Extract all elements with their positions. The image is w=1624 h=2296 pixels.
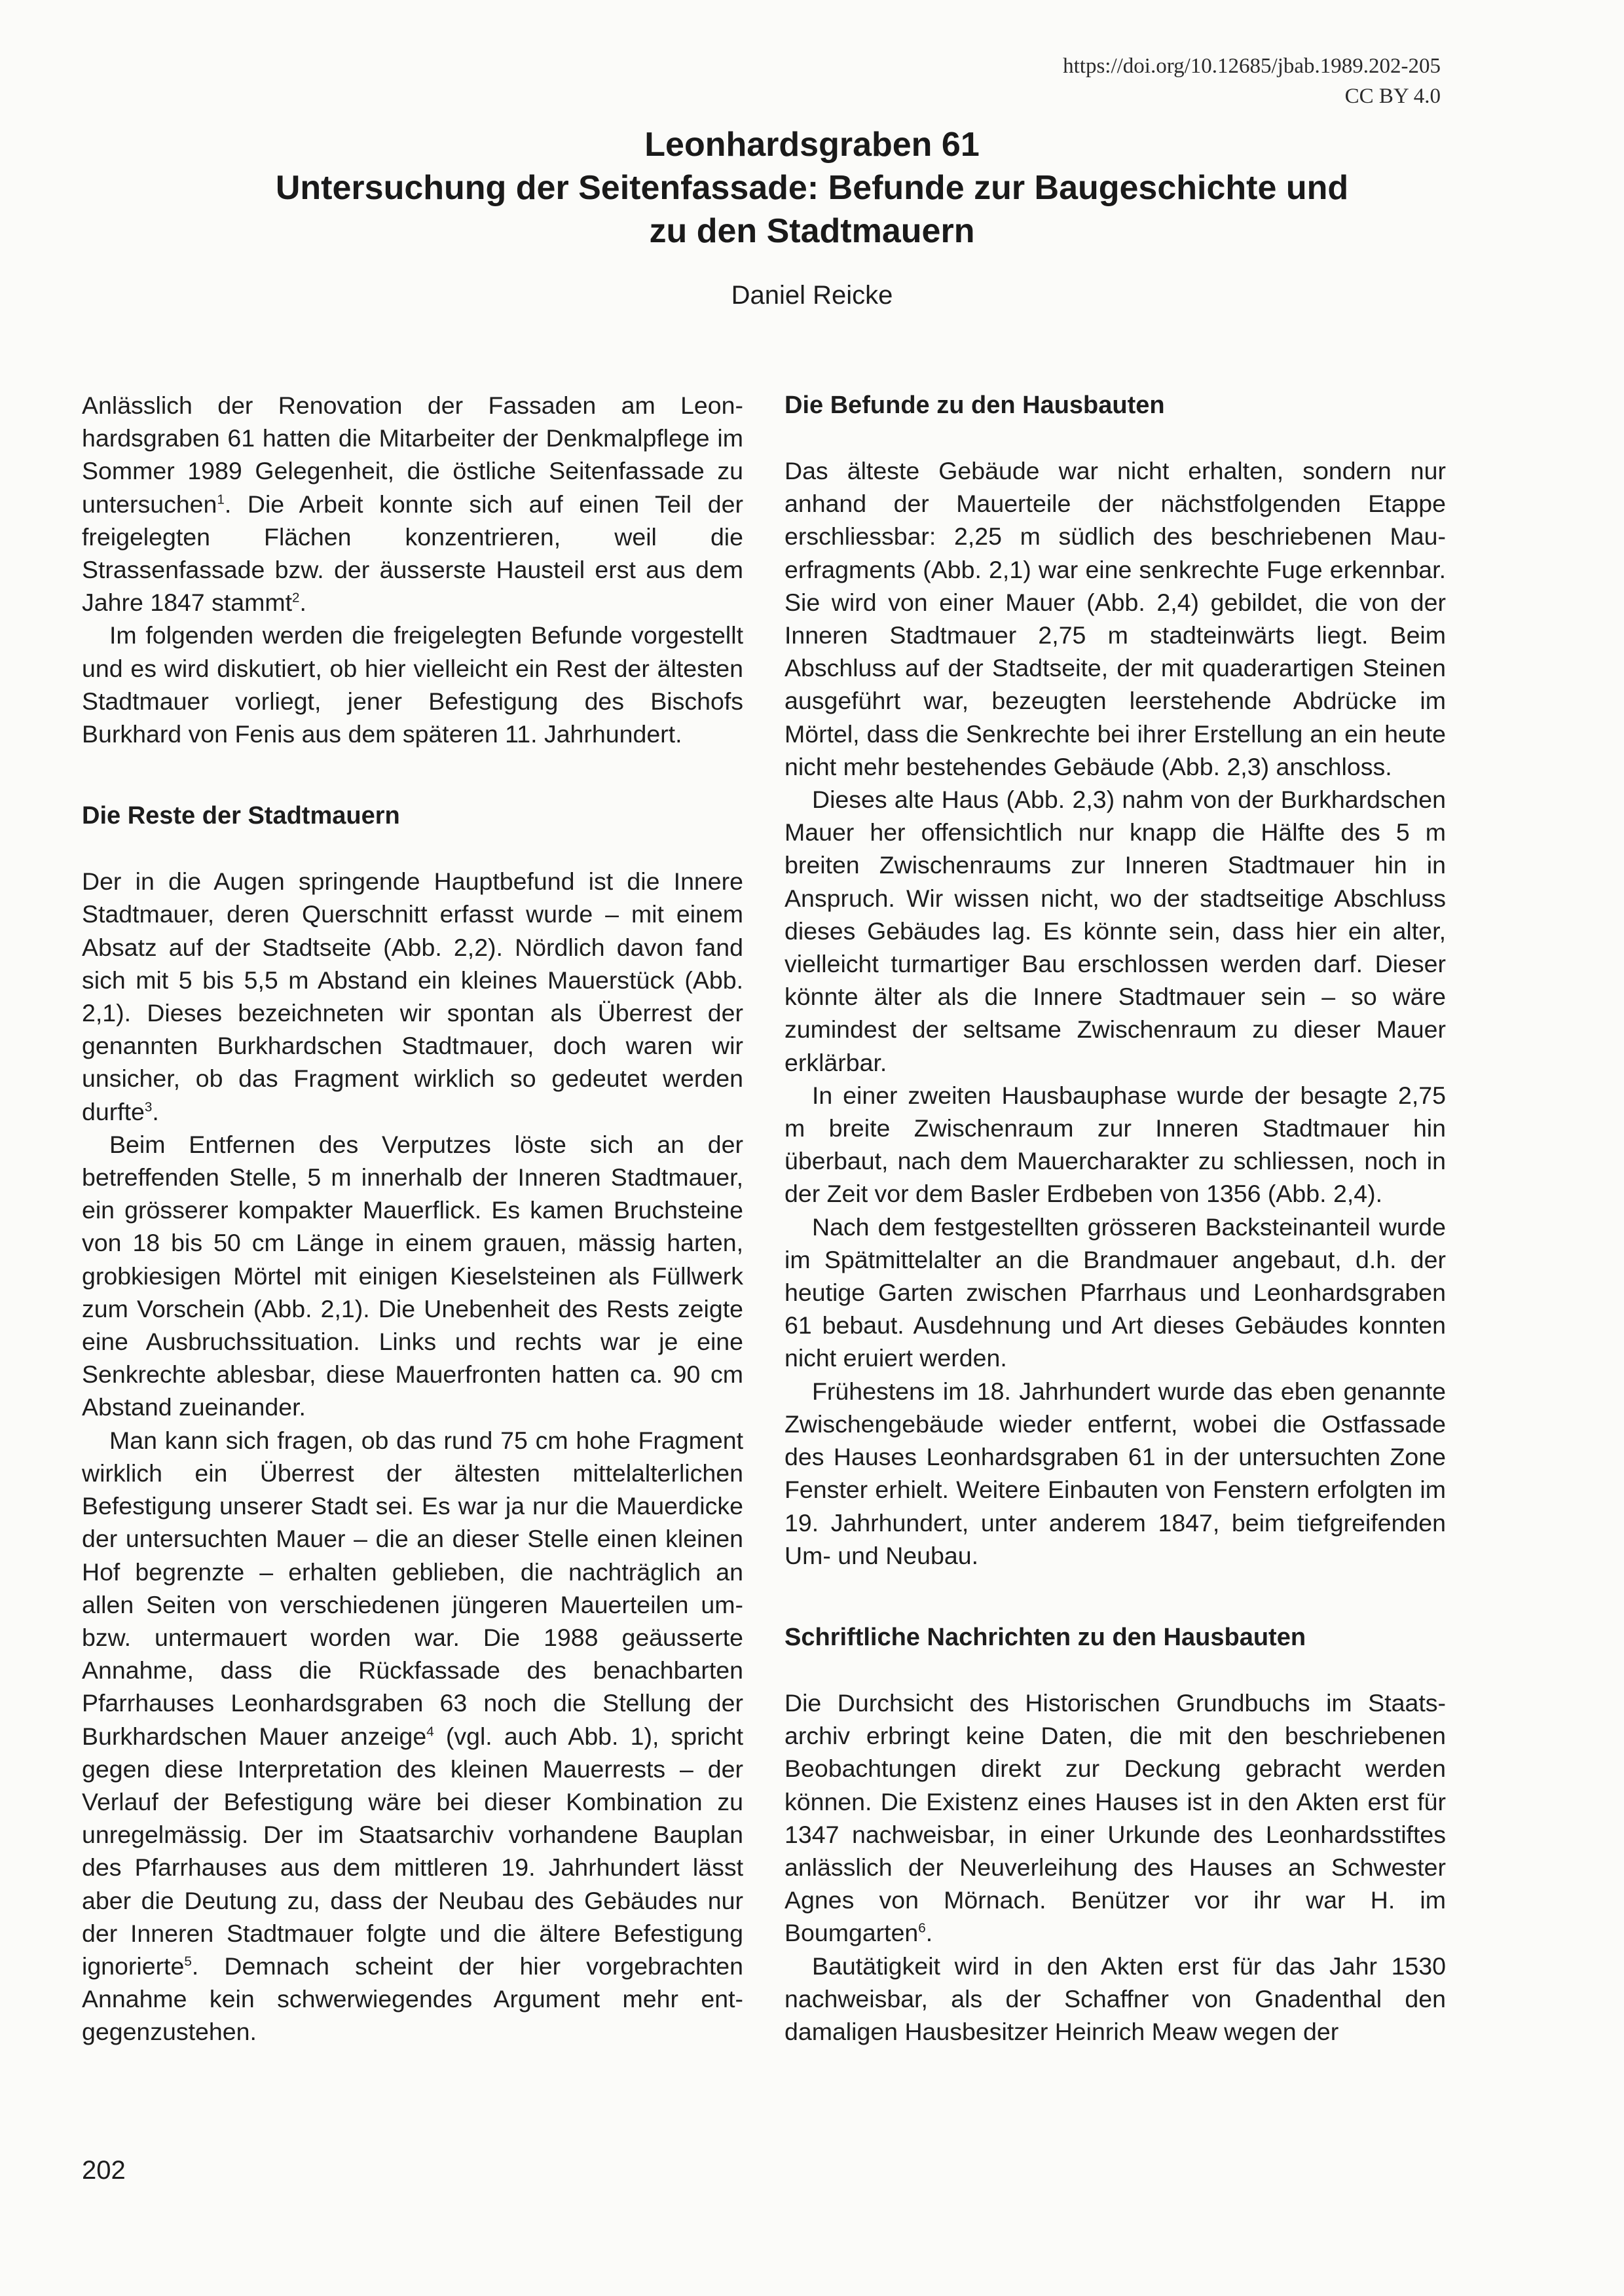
author-name: Daniel Reicke: [731, 281, 893, 310]
article-title: [0, 123, 1624, 253]
hausbauten-paragraph-4: Nach dem festgestellten grösseren Backsteinanteil wurde im Spätmittelalter an die Brandmauer angebaut, d.h. der heutige Garten zwischen Pfarrhaus und Leonhardsgraben 61 bebaut. Ausdehnung und Art dieses Gebäudes konnten nicht eruiert werden.: [784, 1212, 1446, 1372]
nachrichten-paragraph-1: Die Durchsicht des Historischen Grundbuchs im Staatsarchiv erbringt keine Daten, die mit den beschriebenen Beobachtungen direkt zur Deckung gebracht werden können. Die Existenz eines Hauses ist in den Akten erst für 1347 nachweisbar, in einer Urkunde des Leonhardsstiftes anlässlich der Neuverleihung des Hauses an Schwester Agnes von Mörnach. Benützer vor ihr war H. im Boumgarten$^6$.: [784, 1688, 1446, 1947]
hausbauten-paragraph-1: Das älteste Gebäude war nicht erhalten, sondern nur anhand der Mauerteile der nächstfolgenden Etappe erschliessbar: 2,25 m südlich des beschriebenen Mauerfragments (Abb. 2,1) war eine senkrechte Fuge erkennbar. Sie wird von einer Mauer (Abb. 2,4) gebildet, die von der Inneren Stadtmauer 2,75 m stadteinwärts liegt. Beim Abschluss auf der Stadtseite, der mit quaderartigen Steinen ausgeführt war, bezeugten leerstehende Abdrücke im Mörtel, dass die Senkrechte bei ihrer Erstellung an ein heute nicht mehr bestehendes Gebäude (Abb. 2,3) anschloss.: [784, 457, 1446, 780]
doi-header: [1063, 51, 1441, 111]
stadtmauern-paragraph-1: Der in die Augen springende Hauptbefund ist die Innere Stadtmauer, deren Querschnitt erfasst wurde – mit einem Absatz auf der Stadtseite (Abb. 2,2). Nördlich davon fand sich mit 5 bis 5,5 m Abstand ein kleines Mauerstück (Abb. 2,1). Dieses bezeichneten wir spontan als Überrest der genannten Burkhardschen Stadtmauer, doch waren wir unsicher, ob das Fragment wirklich so gedeutet werden durfte$^3$.: [82, 867, 743, 1125]
hausbauten-paragraph-5: Frühestens im 18. Jahrhundert wurde das eben genannte Zwischengebäude wieder entfernt, wobei die Ostfassade des Hauses Leonhardsgraben 61 in der untersuchten Zone Fenster erhielt. Weitere Einbauten von Fenstern erfolgten im 19. Jahrhundert, unter anderem 1847, beim tiefgreifenden Um- und Neubau.: [784, 1377, 1446, 1569]
footnote-ref-5[interactable]: 5: [184, 1954, 192, 1969]
title-line-1: Leonhardsgraben 61: [644, 126, 980, 164]
title-line-2: Untersuchung der Seitenfassade: Befunde zur Baugeschichte und: [275, 169, 1349, 207]
section-heading-nachrichten: Schriftliche Nachrichten zu den Hausbauten: [784, 1623, 1306, 1651]
footnote-ref-4[interactable]: 4: [426, 1724, 434, 1740]
intro-paragraph-2: Im folgenden werden die freigelegten Befunde vorgestellt und es wird diskutiert, ob hier vielleicht ein Rest der ältesten Stadtmauer vorliegt, jener Befestigung des Bischofs Burkhard von Fenis aus dem späteren 11. Jahrhundert.: [82, 621, 743, 748]
left-column: [82, 389, 743, 2049]
section-heading-hausbauten: Die Befunde zu den Hausbauten: [784, 392, 1165, 419]
section-heading-stadtmauern: Die Reste der Stadtmauern: [82, 802, 400, 830]
nachrichten-paragraph-2: Bautätigkeit wird in den Akten erst für das Jahr 1530 nachweisbar, als der Schaffner von Gnadenthal den damaligen Hausbesitzer Heinrich Meaw wegen der: [784, 1952, 1446, 2045]
footnote-ref-2[interactable]: 2: [291, 590, 300, 606]
right-column: [784, 389, 1446, 2048]
title-line-3: zu den Stadtmauern: [649, 212, 975, 250]
intro-paragraph-1: Anlässlich der Renovation der Fassaden am Leonhardsgraben 61 hatten die Mitarbeiter der Denkmalpflege im Sommer 1989 Gelegenheit, die östliche Seitenfassade zu untersuchen$^1$. Die Arbeit konnte sich auf einen Teil der freigelegten Flächen konzentrieren, weil die Strassenfassade bzw. der äusserste Hausteil erst aus dem Jahre 1847 stammt$^2$.: [82, 392, 743, 617]
hausbauten-paragraph-3: In einer zweiten Hausbauphase wurde der besagte 2,75 m breite Zwischenraum zur Inneren Stadtmauer hin überbaut, nach dem Mauercharakter zu schliessen, noch in der Zeit vor dem Basler Erdbeben von 1356 (Abb. 2,4).: [784, 1081, 1446, 1208]
license-label: CC BY 4.0: [1344, 84, 1441, 108]
page-number: 202: [82, 2156, 126, 2185]
stadtmauern-paragraph-3: Man kann sich fragen, ob das rund 75 cm hohe Fragment wirklich ein Überrest der ältesten mittelalterlichen Befestigung unserer Stadt sei. Es war ja nur die Mauerdicke der untersuchten Mauer – die an dieser Stelle einen kleinen Hof begrenzte – erhalten geblieben, die nachträglich an allen Seiten von verschiedenen jüngeren Mauerteilen um- bzw. untermauert worden war. Die 1988 geäusserte Annahme, dass die Rückfassade des benachbarten Pfarrhauses Leonhardsgraben 63 noch die Stellung der Burkhardschen Mauer anzeige$^4$ (vgl. auch Abb. 1), spricht gegen diese Interpretation des kleinen Mauerrests – der Verlauf der Befestigung wäre bei dieser Kombination zu unregelmässig. Der im Staatsarchiv vorhandene Bauplan des Pfarrhauses aus dem mittleren 19. Jahrhundert lässt aber die Deutung zu, dass der Neubau des Gebäudes nur der Inneren Stadtmauer folgte und die ältere Befestigung ignorierte$^5$. Demnach scheint der hier vorgebrachten Annahme kein schwerwiegendes Argument mehr entgegenzustehen.: [82, 1426, 744, 2046]
hausbauten-paragraph-2: Dieses alte Haus (Abb. 2,3) nahm von der Burkhardschen Mauer her offensichtlich nur knapp die Hälfte des 5 m breiten Zwischenraums zur Inneren Stadtmauer hin in Anspruch. Wir wissen nicht, wo der stadtseitige Abschluss dieses Gebäudes lag. Es könnte sein, dass hier ein alter, vielleicht turmartiger Bau erschlossen werden darf. Dieser könnte älter als die Innere Stadtmauer sein – so wäre zumindest der seltsame Zwischenraum zu dieser Mauer erklärbar.: [784, 786, 1446, 1076]
footnote-ref-1[interactable]: 1: [217, 492, 225, 507]
doi-link[interactable]: https://doi.org/10.12685/jbab.1989.202-205: [1063, 54, 1441, 78]
stadtmauern-paragraph-2: Beim Entfernen des Verputzes löste sich an der betreffenden Stelle, 5 m innerhalb der Inneren Stadtmauer, ein grösserer kompakter Mauerflick. Es kamen Bruchsteine von 18 bis 50 cm Länge in einem grauen, mässig harten, grobkiesigen Mörtel mit einigen Kieselsteinen als Füllwerk zum Vorschein (Abb. 2,1). Die Unebenheit des Rests zeigte eine Ausbruchssituation. Links und rechts war je eine Senkrechte ablesbar, diese Mauerfronten hatten ca. 90 cm Abstand zueinander.: [82, 1130, 743, 1421]
footnote-ref-6[interactable]: 6: [918, 1920, 926, 1936]
footnote-ref-3[interactable]: 3: [144, 1099, 153, 1115]
